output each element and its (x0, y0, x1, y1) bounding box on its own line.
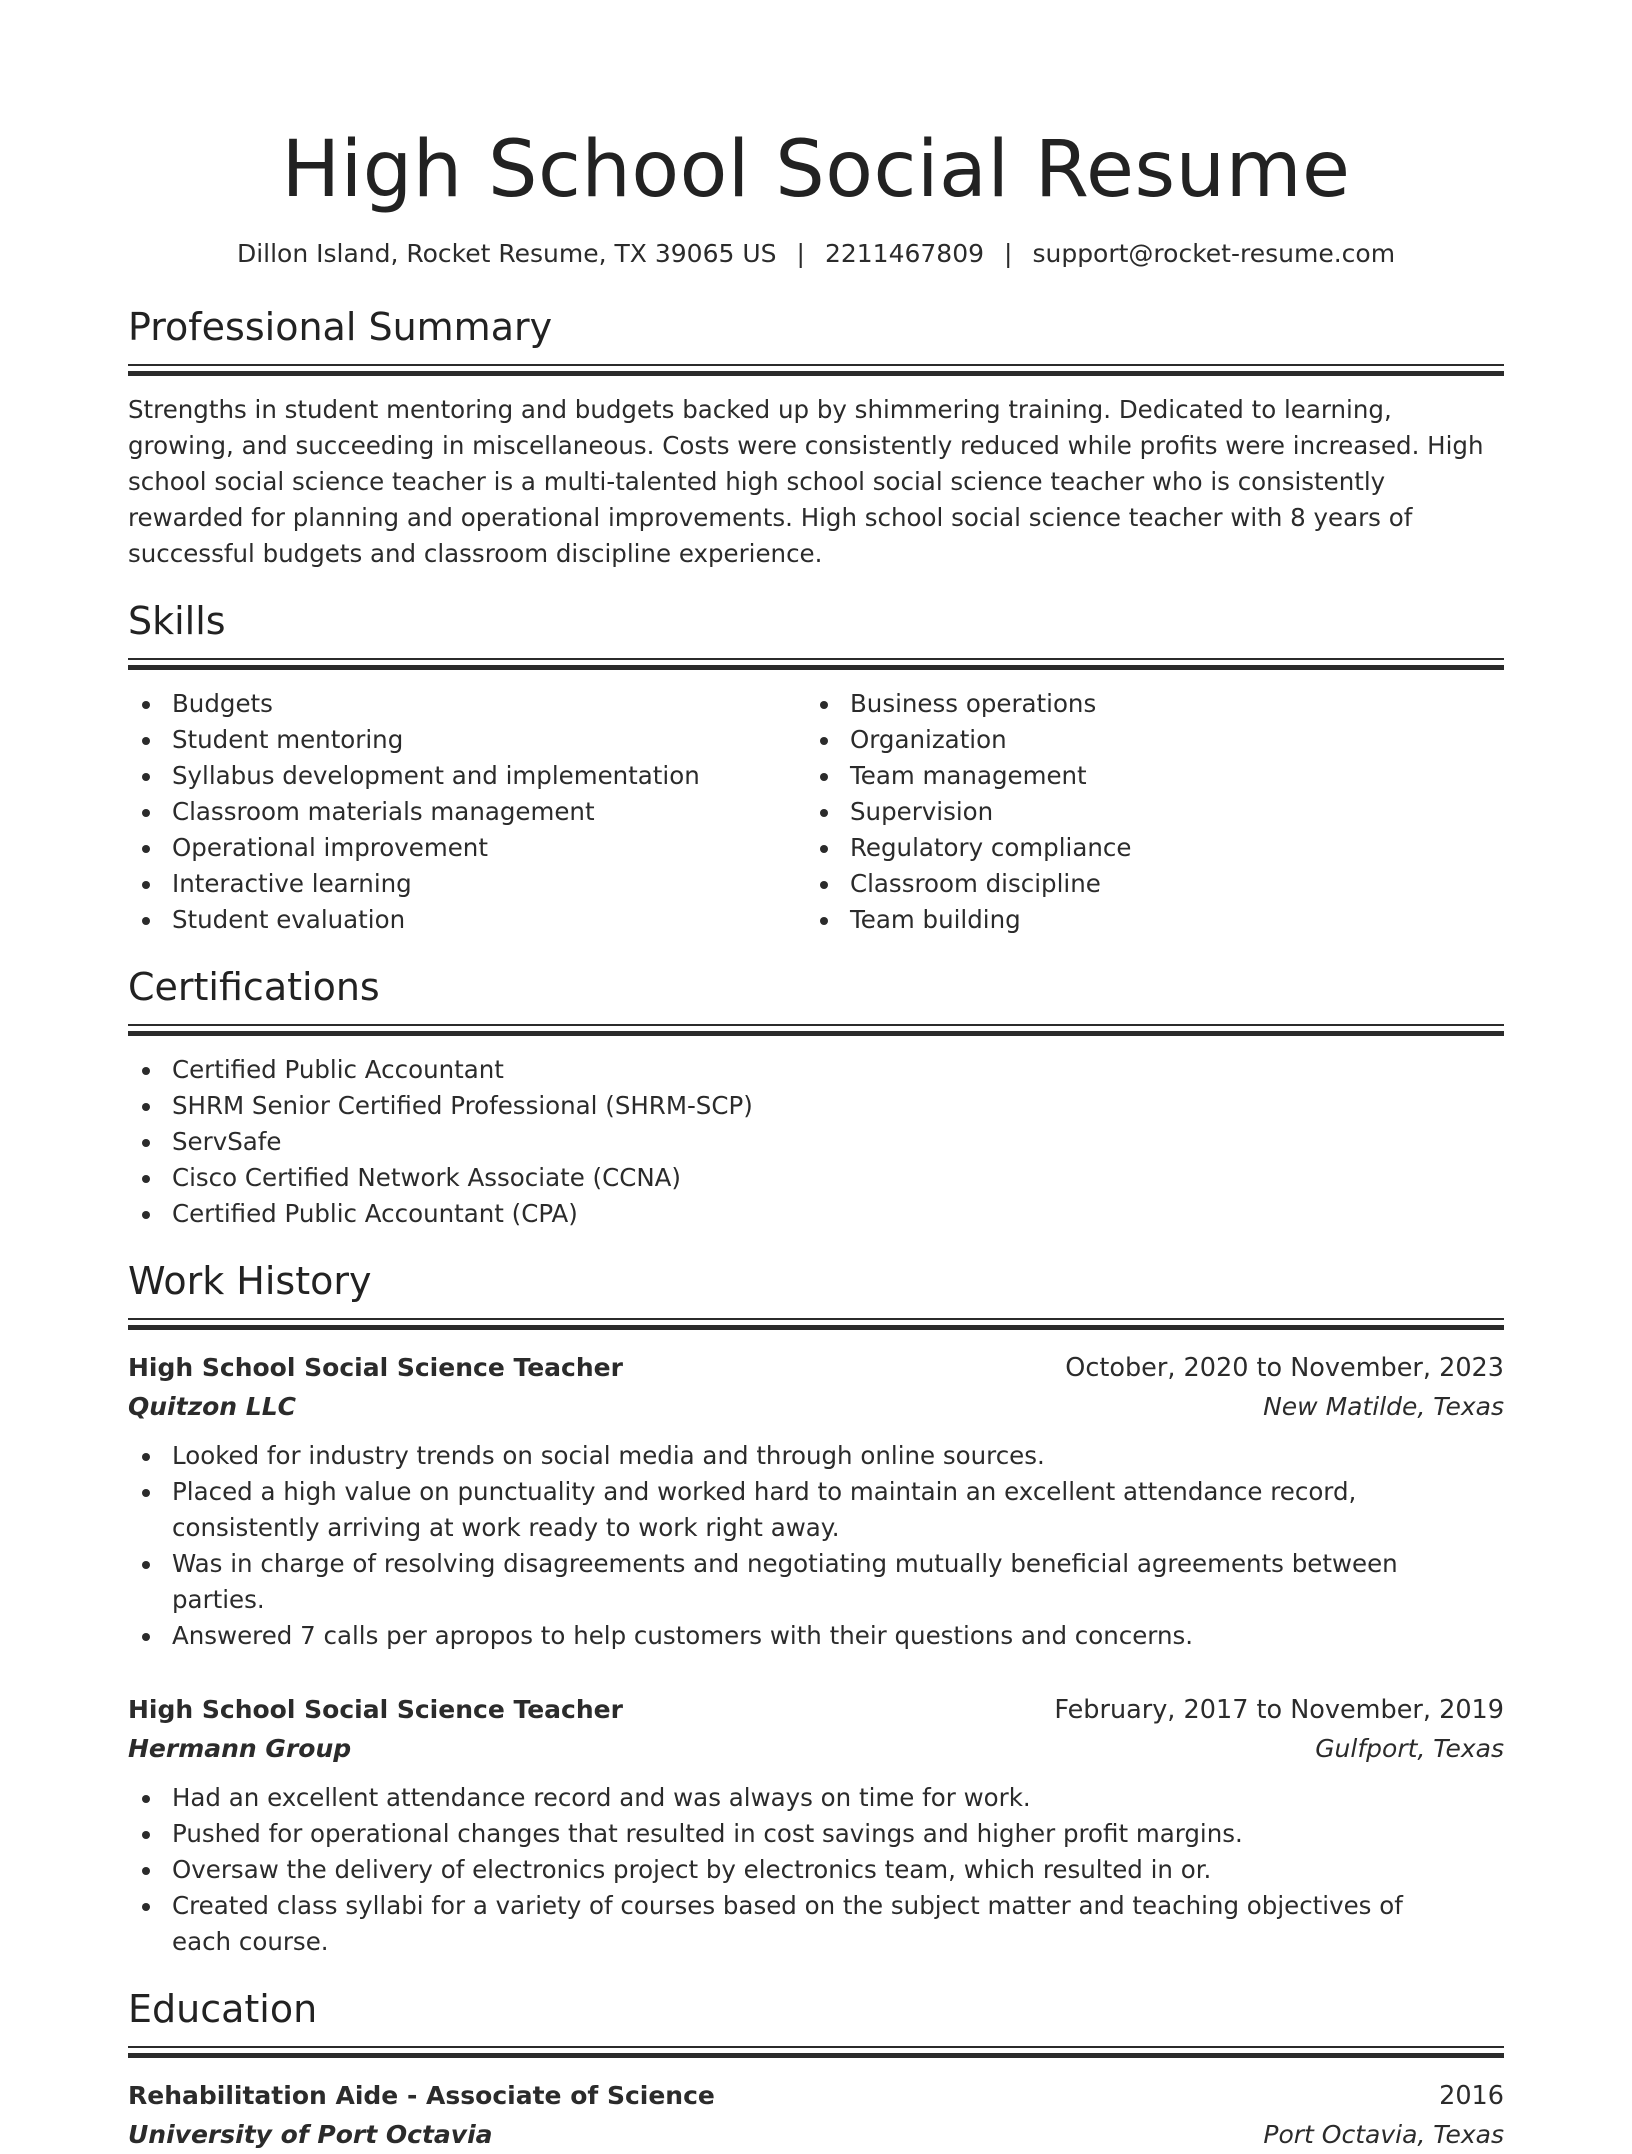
section-certifications (128, 962, 1504, 1232)
education-header-row (128, 2076, 1504, 2116)
skills-right-list (806, 686, 1484, 938)
contact-line (128, 236, 1504, 272)
section-divider (128, 658, 1504, 670)
resume-page (128, 0, 1504, 2154)
job-company: Hermann Group (128, 1734, 352, 1763)
job-entry (128, 1348, 1504, 1654)
skill-item: Classroom discipline (806, 866, 1484, 902)
skill-item: Budgets (128, 686, 806, 722)
job-bullet: Looked for industry trends on social media and through online sources. (128, 1438, 1504, 1474)
section-skills (128, 596, 1504, 938)
skill-item: Operational improvement (128, 830, 806, 866)
job-bullet: Created class syllabi for a variety of courses based on the subject matter and teaching objectives of each course. (128, 1888, 1504, 1960)
job-title: High School Social Science Teacher (128, 1353, 623, 1382)
section-divider (128, 364, 1504, 376)
education-location: Port Octavia, Texas (1263, 2120, 1504, 2149)
job-bullet: Oversaw the delivery of electronics project by electronics team, which resulted in or. (128, 1852, 1504, 1888)
certification-item: Cisco Certified Network Associate (CCNA) (128, 1160, 1504, 1196)
contact-separator: | (796, 239, 805, 268)
contact-email: support@rocket-resume.com (1032, 239, 1396, 268)
skills-columns (128, 686, 1504, 938)
job-company-row (128, 1388, 1504, 1426)
job-dates: October, 2020 to November, 2023 (1065, 1353, 1504, 1383)
job-bullet: Placed a high value on punctuality and worked hard to maintain an excellent attendance record, consistently arriving at work ready to work right away. (128, 1474, 1504, 1546)
section-work-history (128, 1256, 1504, 1960)
skill-item: Supervision (806, 794, 1484, 830)
skill-item: Team building (806, 902, 1484, 938)
certification-item: ServSafe (128, 1124, 1504, 1160)
job-bullets (128, 1438, 1504, 1654)
job-location: New Matilde, Texas (1263, 1392, 1504, 1421)
section-divider (128, 1024, 1504, 1036)
skill-item: Student mentoring (128, 722, 806, 758)
section-title: Work History (128, 1259, 372, 1303)
certification-item: Certified Public Accountant (CPA) (128, 1196, 1504, 1232)
job-entry (128, 1690, 1504, 1960)
skill-item: Team management (806, 758, 1484, 794)
job-title: High School Social Science Teacher (128, 1695, 623, 1724)
job-header-row (128, 1348, 1504, 1388)
skill-item: Regulatory compliance (806, 830, 1484, 866)
job-location: Gulfport, Texas (1315, 1734, 1504, 1763)
section-summary (128, 302, 1504, 572)
section-divider (128, 1318, 1504, 1330)
resume-name: High School Social Resume (281, 125, 1351, 215)
contact-phone: 2211467809 (824, 239, 985, 268)
section-title: Certifications (128, 965, 380, 1009)
certifications-list (128, 1052, 1504, 1232)
job-bullet: Answered 7 calls per apropos to help customers with their questions and concerns. (128, 1618, 1504, 1654)
skills-left-list (128, 686, 806, 938)
certification-item: SHRM Senior Certified Professional (SHRM-SCP) (128, 1088, 1504, 1124)
job-bullet: Pushed for operational changes that resulted in cost savings and higher profit margins. (128, 1816, 1504, 1852)
contact-address: Dillon Island, Rocket Resume, TX 39065 US (236, 239, 777, 268)
job-header-row (128, 1690, 1504, 1730)
section-title: Skills (128, 599, 226, 643)
education-school-row (128, 2116, 1504, 2154)
section-title: Professional Summary (128, 305, 553, 349)
education-school: University of Port Octavia (128, 2120, 493, 2149)
job-bullet: Was in charge of resolving disagreements and negotiating mutually beneficial agreements between parties. (128, 1546, 1504, 1618)
skill-item: Interactive learning (128, 866, 806, 902)
education-entry (128, 2076, 1504, 2154)
job-dates: February, 2017 to November, 2019 (1054, 1695, 1504, 1725)
section-title: Education (128, 1987, 318, 2031)
certification-item: Certified Public Accountant (128, 1052, 1504, 1088)
skill-item: Organization (806, 722, 1484, 758)
job-bullets (128, 1780, 1504, 1960)
section-education (128, 1984, 1504, 2154)
education-year: 2016 (1439, 2081, 1504, 2111)
skill-item: Syllabus development and implementation (128, 758, 806, 794)
skill-item: Classroom materials management (128, 794, 806, 830)
job-company: Quitzon LLC (128, 1392, 297, 1421)
skill-item: Student evaluation (128, 902, 806, 938)
section-divider (128, 2046, 1504, 2058)
skill-item: Business operations (806, 686, 1484, 722)
contact-separator: | (1004, 239, 1013, 268)
summary-text: Strengths in student mentoring and budgets backed up by shimmering training. Dedicated to learning, growing, and succeeding in miscellaneous. Costs were consistently reduced while profits were increased. High school social science teacher is a multi-talented high school social science teacher who is consistently rewarded for planning and operational improvements. High school social science teacher with 8 years of successful budgets and classroom discipline experience. (128, 395, 1484, 568)
job-company-row (128, 1730, 1504, 1768)
job-bullet: Had an excellent attendance record and was always on time for work. (128, 1780, 1504, 1816)
education-degree: Rehabilitation Aide - Associate of Science (128, 2081, 715, 2110)
